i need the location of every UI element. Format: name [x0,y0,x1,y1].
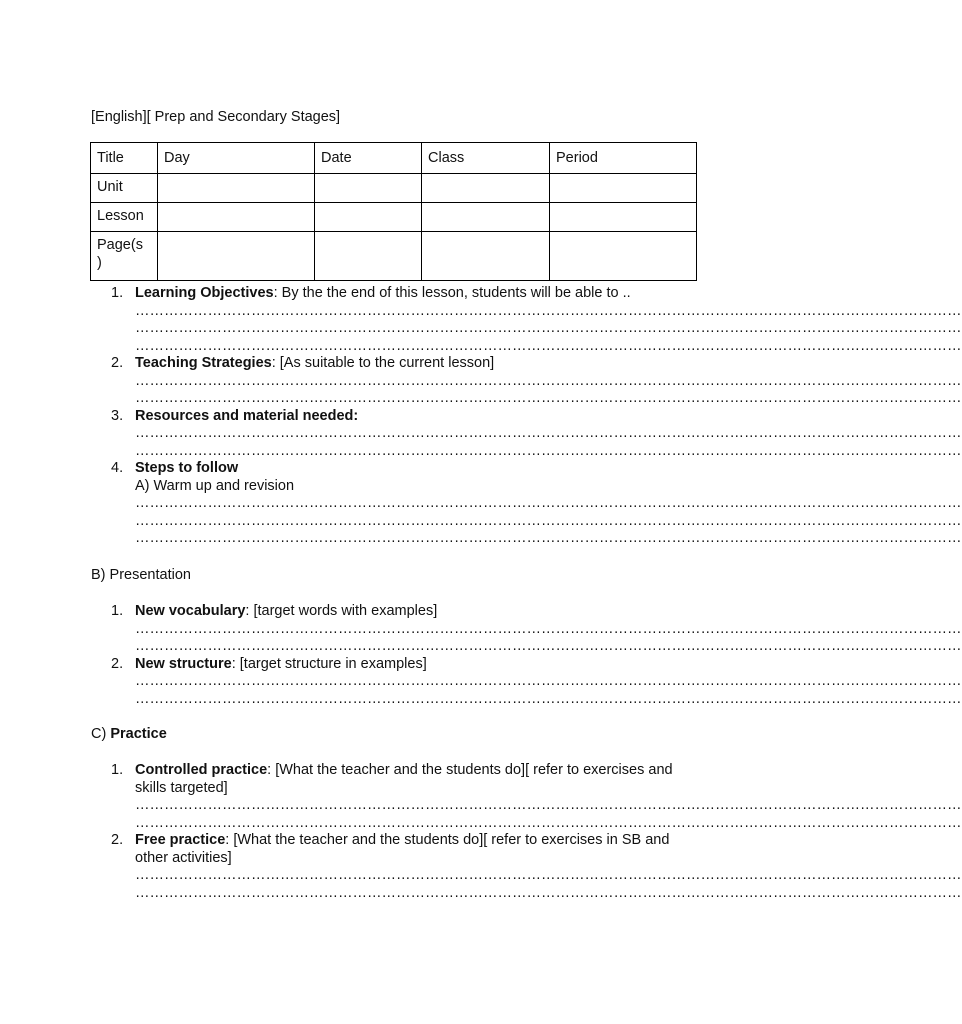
item-subheading: A) Warm up and revision [135,477,295,494]
list-number: 1. [111,762,124,778]
table-row [91,174,697,203]
table-cell[interactable] [550,232,697,281]
table-cell[interactable] [422,174,550,203]
table-row [91,203,697,232]
list-item [91,407,962,461]
table-row [91,232,697,281]
item-heading: Resources and material needed: [135,407,359,424]
table-cell[interactable] [422,232,550,281]
table-cell: Lesson [91,203,158,232]
table-cell[interactable] [158,203,315,232]
fill-line[interactable]: ……………………………………………………………………………………………………………………………………………………… [135,442,962,459]
fill-line[interactable]: ……………………………………………………………………………………………………………………………………………………… [135,512,962,529]
list-item [91,832,962,902]
table-cell: Class [422,143,550,174]
document-header: [English][ Prep and Secondary Stages] [91,109,341,125]
list-number: 1. [111,285,124,301]
list-number: 2. [111,355,124,371]
fill-line[interactable]: ……………………………………………………………………………………………………………………………………………………… [135,530,962,546]
list-item [91,603,962,656]
practice-heading: C) Practice [91,726,167,742]
table-cell[interactable] [158,174,315,203]
fill-line[interactable]: ……………………………………………………………………………………………………………………………………………………… [135,814,962,831]
fill-line[interactable]: ……………………………………………………………………………………………………………………………………………………… [135,337,962,354]
list-number: 2. [111,832,124,848]
list-number: 2. [111,655,124,672]
table-cell[interactable] [550,174,697,203]
item-heading: Teaching Strategies: [As suitable to the current lesson] [135,355,495,371]
fill-line[interactable]: ……………………………………………………………………………………………………………………………………………………… [135,690,962,707]
item-heading: Free practice: [What the teacher and the students do][ refer to exercises in SB and other activities] [135,832,670,866]
lesson-info-table [90,142,697,281]
fill-line[interactable]: ……………………………………………………………………………………………………………………………………………………… [135,320,962,336]
fill-line[interactable]: ……………………………………………………………………………………………………………………………………………………… [135,620,962,637]
table-cell[interactable] [315,174,422,203]
table-cell: Date [315,143,422,174]
presentation-list [91,603,962,708]
fill-line[interactable]: ……………………………………………………………………………………………………………………………………………………… [135,884,962,901]
fill-line[interactable]: ……………………………………………………………………………………………………………………………………………………… [135,867,962,883]
fill-line[interactable]: ……………………………………………………………………………………………………………………………………………………… [135,302,962,319]
table-cell: Page(s ) [91,232,158,281]
list-item [91,285,962,355]
table-cell[interactable] [158,232,315,281]
presentation-heading: B) Presentation [91,567,191,583]
list-item [91,460,962,548]
fill-line[interactable]: ……………………………………………………………………………………………………………………………………………………… [135,425,962,441]
list-number: 1. [111,603,124,619]
list-item [91,655,962,709]
item-heading: Controlled practice: [What the teacher and the students do][ refer to exercises and skills targeted] [135,762,673,796]
item-heading: New vocabulary: [target words with examples] [135,603,438,619]
practice-list [91,762,962,902]
fill-line[interactable]: ……………………………………………………………………………………………………………………………………………………… [135,495,962,511]
item-heading: New structure: [target structure in examples] [135,655,427,672]
fill-line[interactable]: ……………………………………………………………………………………………………………………………………………………… [135,673,962,689]
table-cell[interactable] [315,203,422,232]
list-item [91,355,962,408]
item-heading: Steps to follow [135,460,239,476]
item-heading: Learning Objectives: By the the end of this lesson, students will be able to .. [135,285,631,301]
table-cell: Period [550,143,697,174]
lesson-steps-list [91,285,962,548]
table-cell: Unit [91,174,158,203]
table-cell[interactable] [550,203,697,232]
table-cell: Title [91,143,158,174]
fill-line[interactable]: ……………………………………………………………………………………………………………………………………………………… [135,390,962,406]
table-row [91,143,697,174]
fill-line[interactable]: ……………………………………………………………………………………………………………………………………………………… [135,797,962,813]
list-number: 4. [111,460,124,476]
list-number: 3. [111,407,124,424]
fill-line[interactable]: ……………………………………………………………………………………………………………………………………………………… [135,638,962,654]
fill-line[interactable]: ……………………………………………………………………………………………………………………………………………………… [135,372,962,389]
table-cell[interactable] [422,203,550,232]
table-cell: Day [158,143,315,174]
list-item [91,762,962,832]
table-cell[interactable] [315,232,422,281]
